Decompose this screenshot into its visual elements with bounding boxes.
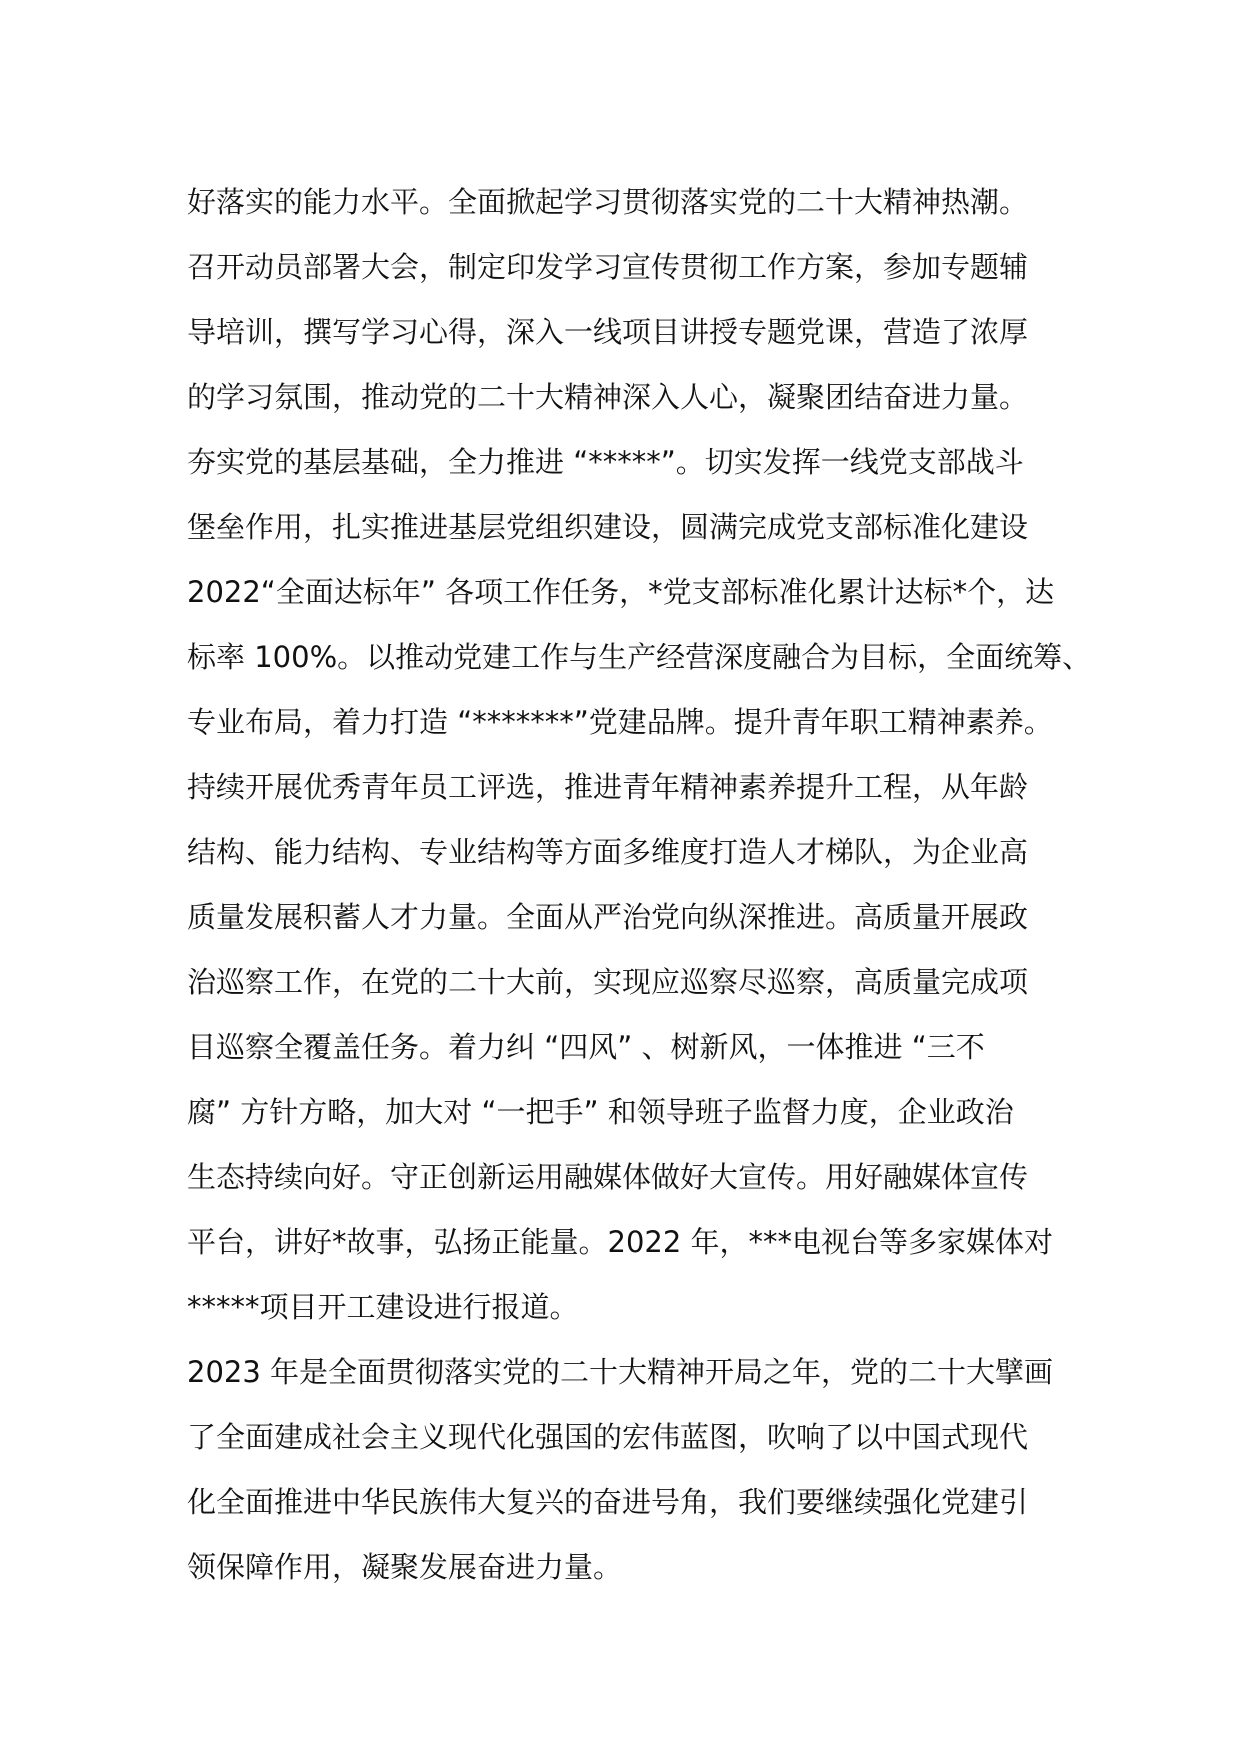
text-line: 导培训，撰写学习心得，深入一线项目讲授专题党课，营造了浓厚 [187,315,1029,349]
body-text [187,170,1092,1600]
text-line: 生态持续向好。守正创新运用融媒体做好大宣传。用好融媒体宣传 [187,1160,1029,1194]
text-line: 质量发展积蓄人才力量。全面从严治党向纵深推进。高质量开展政 [187,900,1029,934]
text-line: 堡垒作用，扎实推进基层党组织建设，圆满完成党支部标准化建设 [187,510,1029,544]
text-line: 治巡察工作，在党的二十大前，实现应巡察尽巡察，高质量完成项 [187,965,1029,999]
text-line: 夯实党的基层基础，全力推进 “*****”。切实发挥一线党支部战斗 [187,445,1024,479]
text-line: 专业布局，着力打造 “*******”党建品牌。提升青年职工精神素养。 [187,705,1053,739]
text-line: *****项目开工建设进行报道。 [187,1290,579,1324]
text-line: 2022“全面达标年” 各项工作任务，*党支部标准化累计达标*个，达 [187,575,1055,609]
text-line: 腐” 方针方略，加大对 “一把手” 和领导班子监督力度，企业政治 [187,1095,1014,1129]
text-line: 目巡察全覆盖任务。着力纠 “四风” 、树新风，一体推进 “三不 [187,1030,985,1064]
text-line: 领保障作用，凝聚发展奋进力量。 [187,1550,623,1584]
text-line: 标率 100%。以推动党建工作与生产经营深度融合为目标，全面统筹、 [187,640,1092,674]
text-line: 化全面推进中华民族伟大复兴的奋进号角，我们要继续强化党建引 [187,1485,1029,1519]
text-line: 召开动员部署大会，制定印发学习宣传贯彻工作方案，参加专题辅 [187,250,1029,284]
text-line: 持续开展优秀青年员工评选，推进青年精神素养提升工程，从年龄 [187,770,1029,804]
text-line: 2023 年是全面贯彻落实党的二十大精神开局之年，党的二十大擘画 [187,1355,1054,1389]
text-line: 结构、能力结构、专业结构等方面多维度打造人才梯队，为企业高 [187,835,1029,869]
text-line: 平台，讲好*故事，弘扬正能量。2022 年，***电视台等多家媒体对 [187,1225,1054,1259]
text-line: 了全面建成社会主义现代化强国的宏伟蓝图，吹响了以中国式现代 [187,1420,1029,1454]
text-line: 好落实的能力水平。全面掀起学习贯彻落实党的二十大精神热潮。 [187,185,1029,219]
text-line: 的学习氛围，推动党的二十大精神深入人心，凝聚团结奋进力量。 [187,380,1029,414]
